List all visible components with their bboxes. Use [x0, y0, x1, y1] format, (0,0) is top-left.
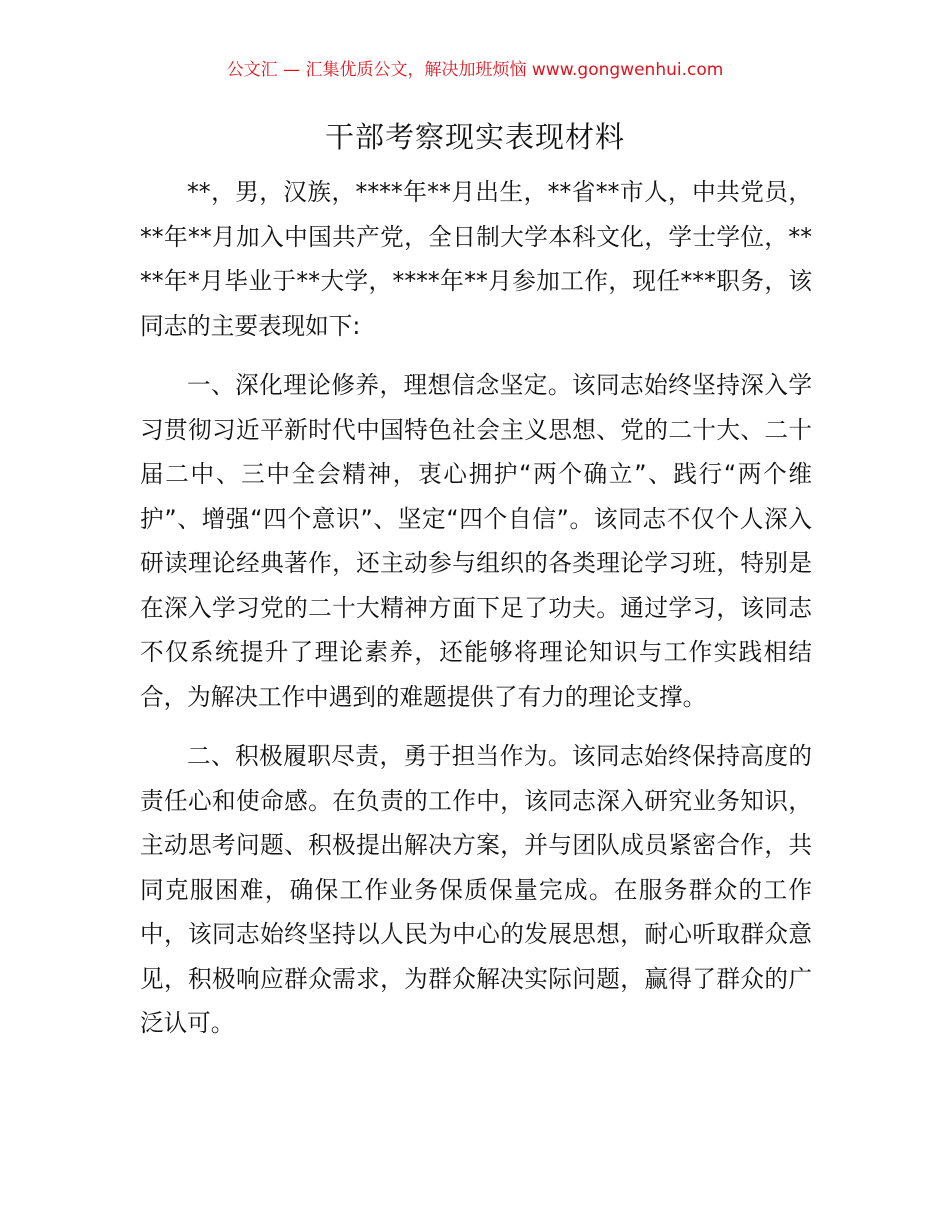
paragraph-duty: 二、积极履职尽责，勇于担当作为。该同志始终保持高度的责任心和使命感。在负责的工作中，该同志深入研究业务知识，主动思考问题、积极提出解决方案，并与团队成员紧密合作，共同克服困难，确保工作业务保质保量完成。在服务群众的工作中，该同志始终坚持以人民为中心的发展思想，耐心听取群众意见，积极响应群众需求，为群众解决实际问题，赢得了群众的广泛认可。	[140, 742, 812, 1037]
paragraph-intro: **，男，汉族，****年**月出生，**省**市人，中共党员，**年**月加入中国共产党，全日制大学本科文化，学士学位，****年*月毕业于**大学，****年**月参加工作，现任***职务，该同志的主要表现如下:	[140, 178, 812, 340]
site-banner: 公文汇 — 汇集优质公文，解决加班烦恼 www.gongwenhui.com	[226, 60, 724, 80]
document-title: 干部考察现实表现材料	[324, 120, 625, 154]
document-body	[140, 170, 812, 1046]
paragraph-theory: 一、深化理论修养，理想信念坚定。该同志始终坚持深入学习贯彻习近平新时代中国特色社会主义思想、党的二十大、二十届二中、三中全会精神，衷心拥护“两个确立”、践行“两个维护”、增强“四个意识”、坚定“四个自信”。该同志不仅个人深入研读理论经典著作，还主动参与组织的各类理论学习班，特别是在深入学习党的二十大精神方面下足了功夫。通过学习，该同志不仅系统提升了理论素养，还能够将理论知识与工作实践相结合，为解决工作中遇到的难题提供了有力的理论支撑。	[140, 371, 812, 711]
